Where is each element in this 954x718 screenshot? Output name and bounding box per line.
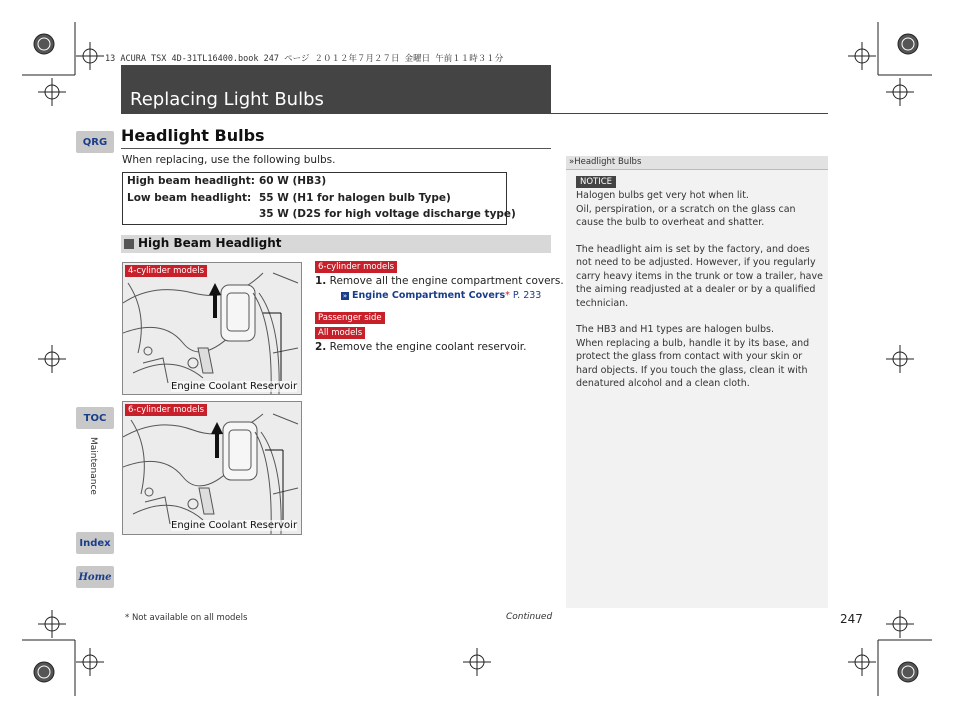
- home-tab[interactable]: Home: [76, 566, 114, 588]
- step-text: Remove the engine coolant reservoir.: [329, 341, 527, 353]
- reference-title: Engine Compartment Covers: [352, 290, 506, 301]
- qrg-tab[interactable]: QRG: [76, 131, 114, 153]
- toc-tab[interactable]: TOC: [76, 407, 114, 429]
- reference-page: P. 233: [512, 290, 542, 301]
- subsection-heading: High Beam Headlight: [138, 236, 282, 250]
- sidebar-heading-text: Headlight Bulbs: [574, 157, 642, 167]
- page-number: 247: [840, 612, 863, 626]
- bulb-spec: 60 W (HB3): [259, 175, 327, 187]
- bulb-label: Low beam headlight:: [127, 192, 252, 204]
- model-tag: All models: [315, 327, 365, 339]
- engine-illustration-4cyl: [122, 262, 302, 395]
- bulb-table: [122, 172, 516, 225]
- engine-covers-reference[interactable]: [341, 290, 541, 301]
- step-number: 1.: [315, 275, 327, 287]
- bullet-square-icon: [124, 239, 134, 249]
- step-1: [315, 275, 564, 287]
- sidebar-paragraph: Halogen bulbs get very hot when lit. Oil, perspiration, or a scratch on the glass can cause the bulb to overheat and shatter.: [576, 190, 796, 228]
- title-rule: [121, 113, 828, 114]
- step-2: [315, 341, 526, 353]
- bulb-spec: 55 W (H1 for halogen bulb Type): [259, 192, 451, 204]
- sidebar-heading: [569, 157, 641, 167]
- model-tag: 4-cylinder models: [125, 265, 207, 277]
- bulb-spec: 35 W (D2S for high voltage discharge type): [259, 208, 516, 220]
- model-tag: 6-cylinder models: [315, 261, 397, 273]
- reference-star: *: [505, 290, 510, 301]
- intro-text: When replacing, use the following bulbs.: [122, 154, 336, 166]
- sidebar-text: [576, 189, 824, 391]
- engine-drawing: [123, 263, 301, 394]
- footnote: * Not available on all models: [125, 613, 248, 623]
- print-header: 13 ACURA TSX 4D-31TL16400.book 247 ページ ２０１２年７月２７日 金曜日 午前１１時３１分: [105, 54, 504, 64]
- section-side-label: Maintenance: [88, 437, 98, 495]
- coolant-reservoir-callout: Engine Coolant Reservoir: [171, 520, 298, 531]
- model-tag: 6-cylinder models: [125, 404, 207, 416]
- step-number: 2.: [315, 341, 327, 353]
- notice-badge: NOTICE: [576, 176, 616, 188]
- index-tab[interactable]: Index: [76, 532, 114, 554]
- continued-label: Continued: [506, 612, 553, 622]
- coolant-reservoir-callout: Engine Coolant Reservoir: [171, 381, 298, 392]
- engine-drawing: [123, 402, 301, 534]
- page-title: Replacing Light Bulbs: [130, 89, 324, 110]
- engine-illustration-6cyl: [122, 401, 302, 535]
- model-tag: Passenger side: [315, 312, 385, 324]
- sidebar-paragraph: The HB3 and H1 types are halogen bulbs. When replacing a bulb, handle it by its base, and protect the glass from contact with your skin or hard objects. If you touch the glass, clean it with denatured alcohol and a clean cloth.: [576, 324, 810, 389]
- reference-arrow-icon: »: [342, 292, 348, 300]
- section-heading: Headlight Bulbs: [121, 126, 265, 145]
- reference-arrow-icon: »: [569, 157, 575, 167]
- section-rule: [121, 148, 551, 149]
- step-text: Remove all the engine compartment covers.: [329, 275, 564, 287]
- bulb-label: High beam headlight:: [127, 175, 255, 187]
- sidebar-paragraph: The headlight aim is set by the factory, and does not need to be adjusted. However, if you regularly carry heavy items in the trunk or tow a trailer, have the aiming readjusted at a dealer or by a qualified technician.: [576, 243, 823, 309]
